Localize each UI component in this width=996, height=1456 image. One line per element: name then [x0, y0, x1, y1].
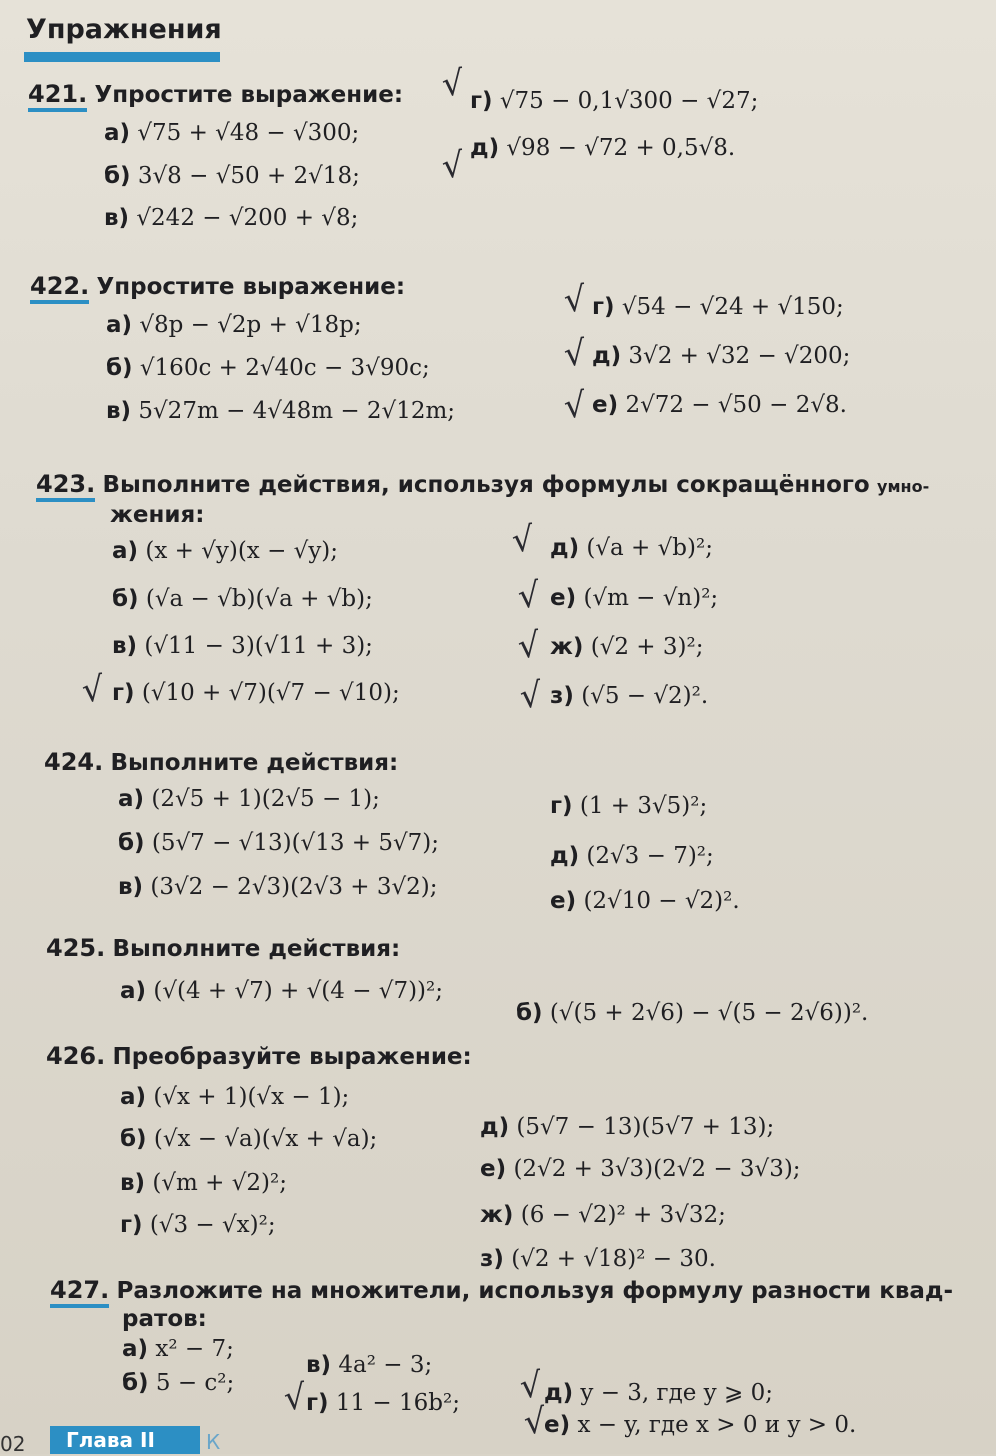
exercise-item: б) 3√8 − √50 + 2√18; — [104, 163, 360, 189]
exercise-item: а) x² − 7; — [122, 1336, 234, 1362]
exercise-title: Выполните действия: — [110, 750, 399, 776]
exercise-item: з) (√5 − √2)². — [550, 683, 709, 709]
exercise-title-line2: ратов: — [122, 1306, 207, 1332]
exercise-number: 424. — [44, 748, 104, 776]
handwritten-check-icon: √ — [561, 332, 588, 376]
handwritten-check-icon: √ — [515, 624, 542, 668]
exercise-item: б) 5 − c²; — [122, 1370, 235, 1396]
exercise-title: Упростите выражение: — [94, 82, 404, 108]
exercise-423-header — [36, 470, 929, 498]
chapter-label: Глава II — [66, 1428, 155, 1452]
handwritten-check-icon: √ — [561, 384, 588, 428]
exercise-item: г) (√10 + √7)(√7 − √10); — [112, 680, 400, 706]
page-number: 02 — [0, 1432, 26, 1456]
exercise-title: Преобразуйте выражение: — [112, 1044, 472, 1070]
exercise-item: б) (√a − √b)(√a + √b); — [112, 586, 373, 612]
exercise-item: б) (5√7 − √13)(√13 + 5√7); — [118, 830, 440, 856]
exercise-item: в) 4a² − 3; — [306, 1352, 433, 1378]
exercise-item: б) √160c + 2√40c − 3√90c; — [106, 355, 430, 381]
heading-underline — [24, 52, 220, 62]
exercise-item: д) √98 − √72 + 0,5√8. — [470, 135, 736, 161]
handwritten-check-icon: √ — [517, 1364, 544, 1408]
exercise-item: а) (2√5 + 1)(2√5 − 1); — [118, 786, 380, 812]
exercise-item: в) (3√2 − 2√3)(2√3 + 3√2); — [118, 874, 438, 900]
exercise-item: д) (√a + √b)²; — [550, 535, 713, 561]
exercise-title-line2: жения: — [110, 502, 205, 528]
handwritten-check-icon: √ — [439, 62, 466, 106]
exercise-425-header — [46, 934, 400, 962]
exercise-number: 422. — [30, 272, 89, 304]
exercise-item: а) (√(4 + √7) + √(4 − √7))²; — [120, 978, 444, 1004]
exercise-title: Выполните действия: — [112, 936, 401, 962]
exercise-item: е) x − y, где x > 0 и y > 0. — [544, 1412, 857, 1438]
exercise-item: г) √54 − √24 + √150; — [592, 294, 844, 320]
exercise-item: в) 5√27m − 4√48m − 2√12m; — [106, 398, 456, 424]
exercise-427-header — [50, 1276, 953, 1304]
exercise-title-tail: умно- — [877, 477, 930, 496]
exercise-item: г) 11 − 16b²; — [306, 1390, 460, 1416]
handwritten-check-icon: √ — [439, 144, 466, 188]
exercise-title: Разложите на множители, используя формулу разности квад- — [116, 1278, 954, 1304]
exercise-item: б) (√x − √a)(√x + √a); — [120, 1126, 378, 1152]
section-heading: Упражнения — [26, 14, 222, 45]
exercise-number: 421. — [28, 80, 87, 112]
exercise-number: 423. — [36, 470, 95, 502]
exercise-426-header — [46, 1042, 472, 1070]
exercise-item: е) 2√72 − √50 − 2√8. — [592, 392, 847, 418]
exercise-item: б) (√(5 + 2√6) − √(5 − 2√6))². — [516, 1000, 869, 1026]
exercise-item: д) 3√2 + √32 − √200; — [592, 343, 851, 369]
exercise-item: в) (√m + √2)²; — [120, 1170, 287, 1196]
exercise-item: ж) (√2 + 3)²; — [550, 634, 704, 660]
exercise-item: е) (2√10 − √2)². — [550, 888, 740, 914]
exercise-item: е) (√m − √n)²; — [550, 585, 719, 611]
handwritten-check-icon: √ — [509, 518, 536, 562]
handwritten-check-icon: √ — [79, 668, 106, 712]
exercise-title: Выполните действия, используя формулы сокращённого — [102, 472, 870, 498]
exercise-number: 425. — [46, 934, 106, 962]
exercise-item: а) √75 + √48 − √300; — [104, 120, 360, 146]
exercise-item: ж) (6 − √2)² + 3√32; — [480, 1202, 726, 1228]
exercise-item: в) (√11 − 3)(√11 + 3); — [112, 633, 373, 659]
handwritten-check-icon: √ — [517, 674, 544, 718]
exercise-item: д) y − 3, где y ⩾ 0; — [544, 1380, 773, 1406]
exercise-item: г) √75 − 0,1√300 − √27; — [470, 88, 759, 114]
handwritten-check-icon: √ — [521, 1400, 548, 1444]
chapter-title-fragment: К — [206, 1430, 221, 1454]
handwritten-check-icon: √ — [515, 574, 542, 618]
exercise-item: д) (5√7 − 13)(5√7 + 13); — [480, 1114, 775, 1140]
exercise-item: з) (√2 + √18)² − 30. — [480, 1246, 716, 1272]
exercise-item: а) (√x + 1)(√x − 1); — [120, 1084, 350, 1110]
exercise-item: г) (1 + 3√5)²; — [550, 793, 708, 819]
exercise-number: 426. — [46, 1042, 106, 1070]
exercise-number: 427. — [50, 1276, 109, 1308]
handwritten-check-icon: √ — [561, 278, 588, 322]
exercise-424-header — [44, 748, 398, 776]
exercise-422-header — [30, 272, 405, 300]
handwritten-check-icon: √ — [281, 1376, 308, 1420]
exercise-item: д) (2√3 − 7)²; — [550, 843, 714, 869]
exercise-item: в) √242 − √200 + √8; — [104, 205, 359, 231]
exercise-item: е) (2√2 + 3√3)(2√2 − 3√3); — [480, 1156, 801, 1182]
exercise-title: Упростите выражение: — [96, 274, 406, 300]
exercise-421-header — [28, 80, 403, 108]
exercise-item: а) √8p − √2p + √18p; — [106, 312, 362, 338]
exercise-item: г) (√3 − √x)²; — [120, 1212, 276, 1238]
exercise-item: а) (x + √y)(x − √y); — [112, 538, 339, 564]
